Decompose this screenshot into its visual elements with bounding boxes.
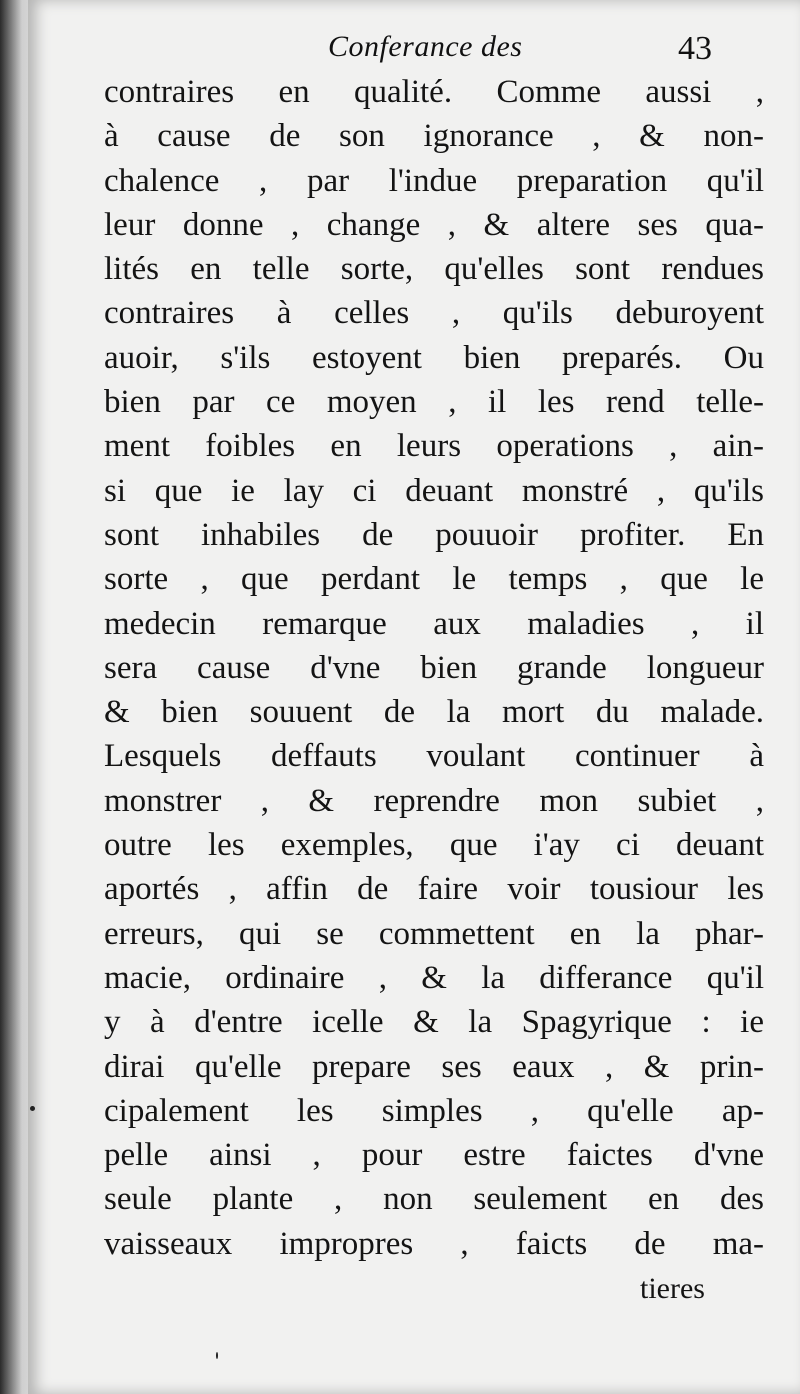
catchword: tieres bbox=[640, 1272, 705, 1305]
text-line: cipalement les simples , qu'elle ap- bbox=[104, 1092, 764, 1129]
text-line: sorte , que perdant le temps , que le bbox=[104, 561, 764, 598]
text-line: & bien souuent de la mort du malade. bbox=[104, 694, 764, 731]
ink-speck bbox=[30, 1106, 35, 1111]
text-line: vaisseaux impropres , faicts de ma- bbox=[104, 1225, 764, 1262]
text-line: contraires en qualité. Comme aussi , bbox=[104, 74, 764, 110]
text-line: sont inhabiles de pouuoir profiter. En bbox=[104, 516, 764, 553]
text-line: erreurs, qui se commettent en la phar- bbox=[104, 915, 764, 952]
text-line: Lesquels deffauts voulant continuer à bbox=[104, 738, 764, 775]
text-line: outre les exemples, que i'ay ci deuant bbox=[104, 827, 764, 864]
text-line: macie, ordinaire , & la differance qu'il bbox=[104, 959, 764, 996]
text-line: si que ie lay ci deuant monstré , qu'ils bbox=[104, 472, 764, 509]
text-line: chalence , par l'indue preparation qu'il bbox=[104, 162, 764, 199]
text-line: ment foibles en leurs operations , ain- bbox=[104, 428, 764, 465]
text-line: seule plante , non seulement en des bbox=[104, 1181, 764, 1218]
text-line: monstrer , & reprendre mon subiet , bbox=[104, 782, 764, 819]
text-line: dirai qu'elle prepare ses eaux , & prin- bbox=[104, 1048, 764, 1085]
running-title: Conferance des bbox=[328, 30, 523, 63]
text-line: bien par ce moyen , il les rend telle- bbox=[104, 384, 764, 421]
text-line: sera cause d'vne bien grande longueur bbox=[104, 649, 764, 686]
ink-speck bbox=[216, 1352, 218, 1359]
text-line: leur donne , change , & altere ses qua- bbox=[104, 206, 764, 243]
text-line: pelle ainsi , pour estre faictes d'vne bbox=[104, 1137, 764, 1174]
text-line: y à d'entre icelle & la Spagyrique : ie bbox=[104, 1004, 764, 1041]
body-text bbox=[104, 70, 764, 1266]
text-line: aportés , affin de faire voir tousiour les bbox=[104, 871, 764, 908]
text-line: contraires à celles , qu'ils deburoyent bbox=[104, 295, 764, 332]
text-line: à cause de son ignorance , & non- bbox=[104, 118, 764, 155]
page-number: 43 bbox=[678, 30, 712, 67]
book-page bbox=[28, 0, 800, 1394]
text-line: auoir, s'ils estoyent bien preparés. Ou bbox=[104, 339, 764, 376]
text-line: medecin remarque aux maladies , il bbox=[104, 605, 764, 642]
text-line: lités en telle sorte, qu'elles sont rendues bbox=[104, 251, 764, 288]
